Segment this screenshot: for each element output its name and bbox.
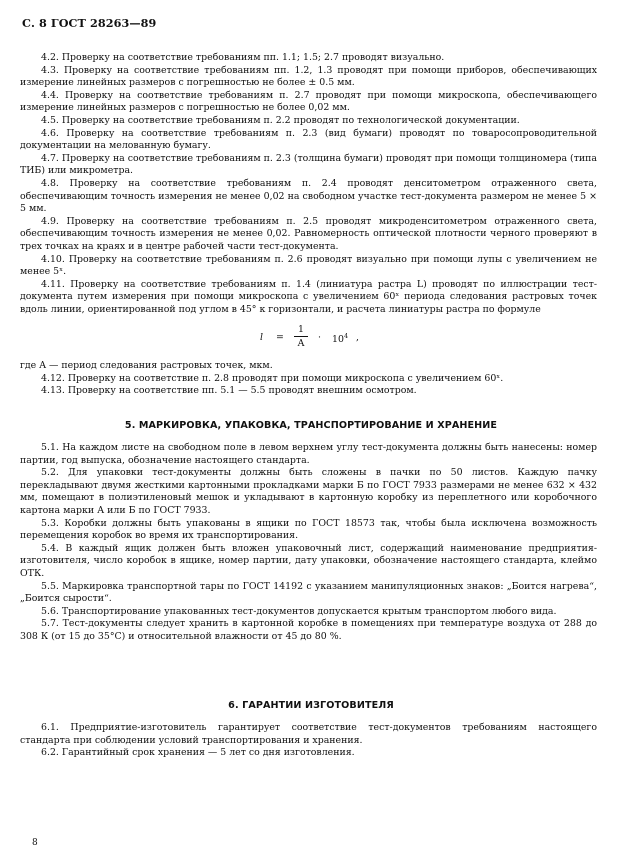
paragraph-5-2: 5.2. Для упаковки тест-документы должны быть сложены в пачки по 50 листов. Каждую пачку перекладывают двумя жесткими картонными прокладками марки Б по ГОСТ 7933 размерами не менее 632 × 432 мм, помещают в полиэтиленовый мешок и укладывают в картонную коробку из переплетного или коробочного картона марки А или Б по ГОСТ 7933. [20,467,597,516]
formula-power [332,332,348,345]
paragraph-4-11: 4.11. Проверку на соответствие требованиям п. 1.4 (линиатура растра L) проводят по иллюстрации тест-документа путем измерения при помощи микроскопа с увеличением 60ˣ периода следования растровых точек вдоль линии, ориентированной под углом в 45° к горизонтали, и расчета линиатуры растра по формуле [20,278,597,315]
page-number: 8 [32,838,38,848]
formula-equals: = [276,332,284,343]
section-4-block-1 [20,52,597,316]
paragraph-5-1: 5.1. На каждом листе на свободном поле в левом верхнем углу тест-документа должны быть нанесены: номер партии, год выпуска, обозначение настоящего стандарта. [20,442,597,466]
paragraph-4-13: 4.13. Проверку на соответствие пп. 5.1 — 5.5 проводят внешним осмотром. [41,385,417,397]
paragraph-5-7: 5.7. Тест-документы следует хранить в картонной коробке в помещениях при температуре воздуха от 288 до 308 К (от 15 до 35°С) и относительной влажности от 45 до 80 %. [20,618,597,642]
paragraph-4-7: 4.7. Проверку на соответствие требованиям п. 2.3 (толщина бумаги) проводят при помощи толщиномера (типа ТИБ) или микрометра. [20,152,597,177]
formula-lhs: l [260,332,263,343]
paragraph-4-12: 4.12. Проверку на соответствие п. 2.8 проводят при помощи микроскопа с увеличением 60ˣ. [41,372,504,384]
section-6-title: 6. ГАРАНТИИ ИЗГОТОВИТЕЛЯ [228,700,394,711]
paragraph-6-1: 6.1. Предприятие-изготовитель гарантирует соответствие тест-документов требованиям настоящего стандарта при соблюдении условий транспортирования и хранения. [20,722,597,746]
section-5-title: 5. МАРКИРОВКА, УПАКОВКА, ТРАНСПОРТИРОВАНИЕ И ХРАНЕНИЕ [124,420,498,431]
fraction-bar [294,336,308,337]
formula-exponent: 4 [343,332,349,340]
paragraph-4-2: 4.2. Проверку на соответствие требованиям пп. 1.1; 1.5; 2.7 проводят визуально. [41,52,445,63]
paragraph-5-4: 5.4. В каждый ящик должен быть вложен упаковочный лист, содержащий наименование предприятия-изготовителя, число коробок в ящике, номер партии, дату упаковки, обозначение настоящего стандарта, клеймо ОТК. [20,542,597,579]
paragraph-4-4: 4.4. Проверку на соответствие требованиям п. 2.7 проводят при помощи микроскопа, обеспечивающего измерение линейных размеров с погрешностью не более 0,02 мм. [20,89,597,114]
paragraph-4-5: 4.5. Проверку на соответствие требованиям п. 2.2 проводят по технологической документации. [41,114,520,126]
paragraph-4-9: 4.9. Проверку на соответствие требованиям п. 2.5 проводят микроденситометром отраженного света, обеспечивающим точность измерения не менее 0,02. Равномерность оптической плотности черного проверяют в трех точках на краях и в центре рабочей части тест-документа. [20,215,597,252]
paragraph-5-3: 5.3. Коробки должны быть упакованы в ящики по ГОСТ 18573 так, чтобы была исключена возможность перемещения коробок во время их транспортирования. [20,517,597,542]
formula-numerator: 1 [298,324,304,335]
section-5-block [20,442,597,644]
paragraph-5-6: 5.6. Транспортирование упакованных тест-документов допускается крытым транспортом любого вида. [41,605,557,617]
paragraph-4-6: 4.6. Проверку на соответствие требованиям п. 2.3 (вид бумаги) проводят по товаросопроводительной документации на мелованную бумагу. [20,127,597,152]
formula-multiply: · [318,332,321,343]
paragraph-4-8: 4.8. Проверку на соответствие требованиям п. 2.4 проводят денситометром отраженного света, обеспечивающим точность измерения не менее 0,02 на свободном участке тест-документа размером не менее 5 × 5 мм. [20,177,597,215]
formula-legend: где A — период следования растровых точек, мкм. [20,360,273,371]
page-header: С. 8 ГОСТ 28263—89 [22,16,157,30]
formula-denominator: A [297,338,305,349]
section-4-block-2 [20,360,597,398]
paragraph-4-3: 4.3. Проверку на соответствие требованиям пп. 1.2, 1.3 проводят при помощи приборов, обеспечивающих измерение линейных размеров с погрешностью не более ± 0.5 мм. [20,64,597,89]
paragraph-5-5: 5.5. Маркировка транспортной тары по ГОСТ 14192 с указанием манипуляционных знаков: „Боится нагрева“, „Боится сырости“. [20,580,597,605]
formula-comma: , [356,332,359,343]
paragraph-6-2: 6.2. Гарантийный срок хранения — 5 лет со дня изготовления. [41,747,355,759]
paragraph-4-10: 4.10. Проверку на соответствие требованиям п. 2.6 проводят визуально при помощи лупы с увеличением не менее 5ˣ. [20,253,597,278]
formula-base: 10 [332,334,344,346]
formula-fraction [294,324,308,349]
section-6-block [20,722,597,760]
lineature-formula [0,324,622,350]
